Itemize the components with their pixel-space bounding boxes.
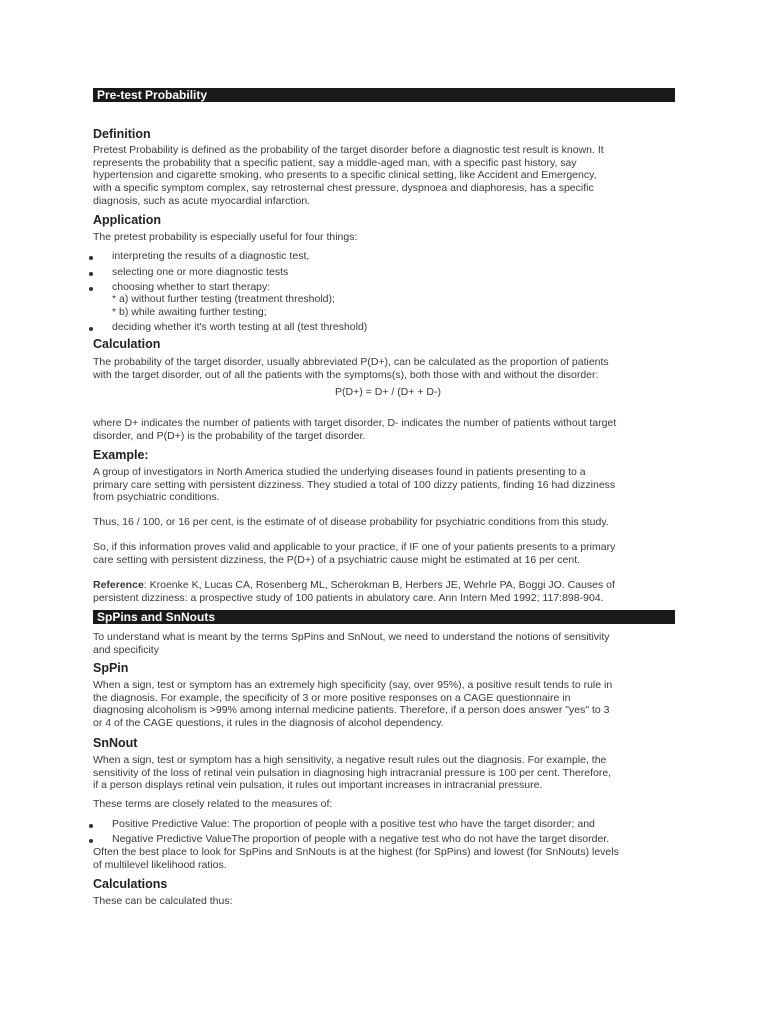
snnout-heading: SnNout [93,736,138,750]
list-subitem: * a) without further testing (treatment threshold); [112,293,335,305]
calculations-text: These can be calculated thus: [93,895,233,907]
snnout-paragraph: When a sign, test or symptom has a high sensitivity, a negative result rules out the diagnosis. For example, the sensitivity of the loss of retinal vein pulsation in diagnosing high intracranial pressure is 100 per cent. Therefore, if a person displays retinal vein pulsation, it rules out important increases in intracranial pressure. [93,754,612,792]
example-heading: Example: [93,448,149,462]
example-application: So, if this information proves valid and applicable to your practice, if IF one of your patients presents to a primary care setting with persistent dizziness, the P(D+) of a psychiatric cause might be estimated at 16 per cent. [93,541,616,566]
list-item: Positive Predictive Value: The proportion of people with a positive test who have the target disorder; and [112,818,595,830]
example-estimate: Thus, 16 / 100, or 16 per cent, is the estimate of of disease probability for psychiatric conditions from this study. [93,516,609,528]
bullet-icon [89,272,93,276]
example-paragraph: A group of investigators in North America studied the underlying diseases found in patients presenting to a primary care setting with persistent dizziness. They studied a total of 100 dizzy patients, finding 16 had dizziness from psychiatric conditions. [93,466,616,504]
calculations-heading: Calculations [93,877,168,891]
sppin-paragraph: When a sign, test or symptom has an extremely high specificity (say, over 95%), a positive result tends to rule in the diagnosis. For example, the specificity of 3 or more positive responses on a CAGE questionnaire in diagnosing alcoholism is >99% among internal medicine patients. Therefore, if a person does answer "yes" to 3 or 4 of the CAGE questions, it rules in the diagnosis of alcohol dependency. [93,679,613,730]
bullet-icon [89,287,93,291]
snnout-likelihood-note: Often the best place to look for SpPins and SnNouts is at the highest (for SpPins) and lowest (for SnNouts) levels of multilevel likelihood ratios. [93,846,619,871]
list-subitem: * b) while awaiting further testing; [112,306,267,318]
section-header-sppins-snnouts: SpPins and SnNouts [93,610,675,624]
application-intro: The pretest probability is especially useful for four things: [93,231,358,243]
calculation-explanation: where D+ indicates the number of patients with target disorder, D- indicates the number of patients without target disorder, and P(D+) is the probability of the target disorder. [93,417,617,442]
list-item: interpreting the results of a diagnostic test, [112,250,310,262]
definition-paragraph: Pretest Probability is defined as the probability of the target disorder before a diagnostic test result is known. It represents the probability that a specific patient, say a middle-aged man, with a specific past history, say hypertension and cigarette smoking, who presents to a specific clinical setting, like Accident and Emergency, with a specific symptom complex, say retrosternal chest pressure, dyspnoea and diaphoresis, has a specific diagnosis, such as acute myocardial infarction. [93,144,604,207]
measures-intro: These terms are closely related to the measures of: [93,798,333,810]
probability-formula: P(D+) = D+ / (D+ + D-) [335,386,441,398]
sppin-heading: SpPin [93,661,129,675]
reference-text: : Kroenke K, Lucas CA, Rosenberg ML, Scherokman B, Herbers JE, Wehrle PA, Boggi JO. Causes of [143,579,615,591]
calculation-heading: Calculation [93,337,161,351]
list-item: deciding whether it's worth testing at all (test threshold) [112,321,368,333]
list-item: Negative Predictive ValueThe proportion of people with a negative test who do not have the target disorder. [112,833,610,845]
list-item: choosing whether to start therapy: [112,281,271,293]
sppins-intro: To understand what is meant by the terms SpPins and SnNout, we need to understand the notions of sensitivity and specificity [93,631,610,656]
reference-label: Reference [93,579,144,591]
application-heading: Application [93,213,162,227]
bullet-icon [89,824,93,828]
reference: Reference: Kroenke K, Lucas CA, Rosenberg ML, Scherokman B, Herbers JE, Wehrle PA, Boggi JO. Causes of persistent dizziness: a prospective study of 100 patients in abulatory care. Ann Intern Med 1992; 117:898-904. [93,579,615,604]
calculation-paragraph: The probability of the target disorder, usually abbreviated P(D+), can be calculated as the proportion of patients with the target disorder, out of all the patients with the symptoms(s), both those with and without the disorder: [93,356,609,381]
bullet-icon [89,256,93,260]
list-item: selecting one or more diagnostic tests [112,266,289,278]
section-header-pretest-probability: Pre-test Probability [93,88,675,102]
bullet-icon [89,327,93,331]
definition-heading: Definition [93,127,151,141]
bullet-icon [89,839,93,843]
